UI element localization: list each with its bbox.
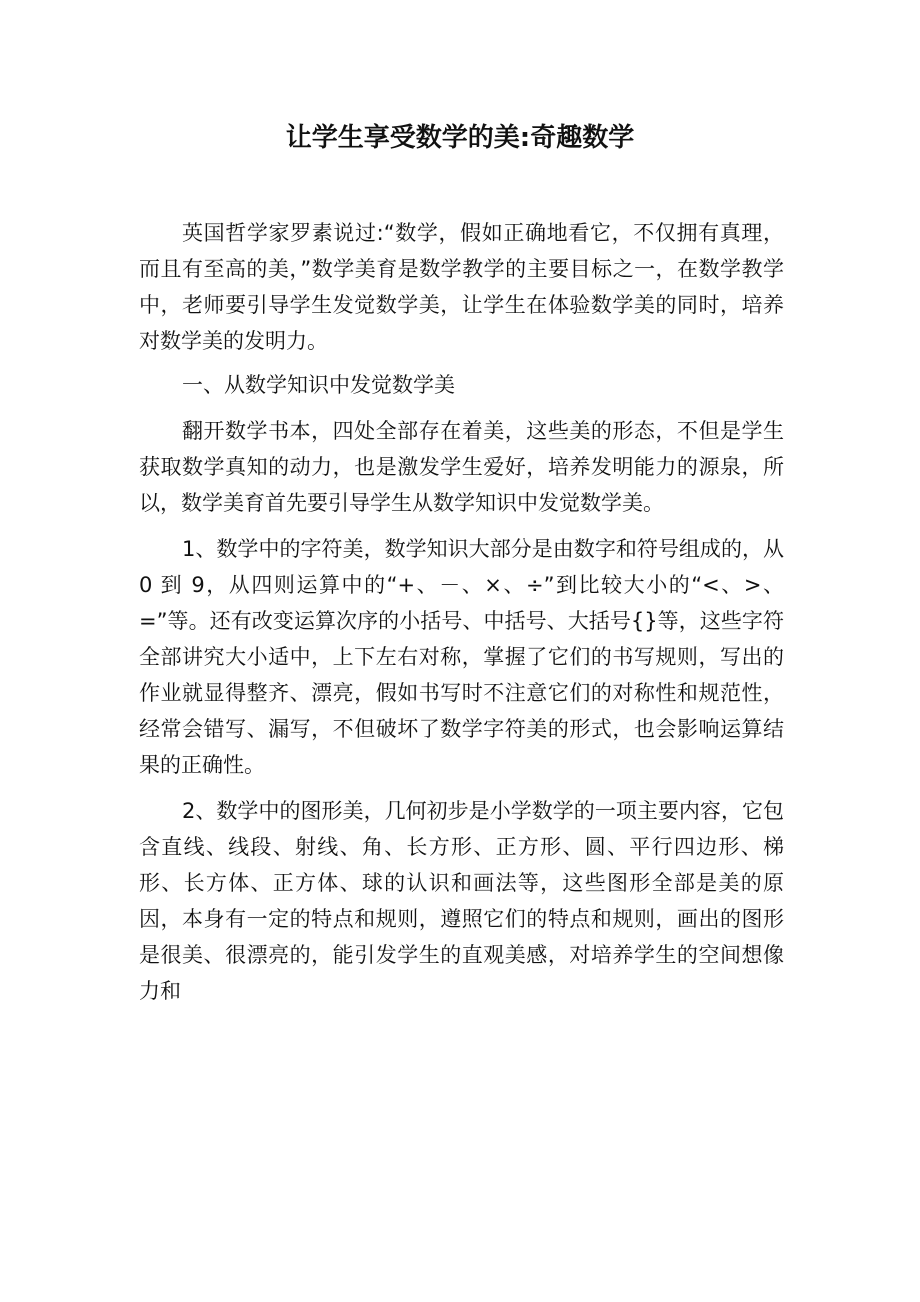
paragraph-section-intro: 翻开数学书本，四处全部存在着美，这些美的形态，不但是学生获取数学真知的动力，也是激发学生爱好，培养发明能力的源泉，所以，数学美育首先要引导学生从数学知识中发觉数学美。 xyxy=(139,419,784,515)
paragraph-symbol-beauty: 1、数学中的字符美，数学知识大部分是由数字和符号组成的，从 0 到 9，从四则运算中的“+、－、×、÷”到比较大小的“<、>、=”等。还有改变运算次序的小括号、中括号、大括号{}等，这些字符全部讲究大小适中，上下左右对称，掌握了它们的书写规则，写出的作业就显得整齐、漂亮，假如书写时不注意它们的对称性和规范性，经常会错写、漏写，不但破坏了数学字符美的形式，也会影响运算结果的正确性。 xyxy=(139,537,784,777)
document-title: 让学生享受数学的美:奇趣数学 xyxy=(285,123,635,153)
section-heading: 一、从数学知识中发觉数学美 xyxy=(182,373,455,397)
paragraph-shape-beauty: 2、数学中的图形美，几何初步是小学数学的一项主要内容，它包含直线、线段、射线、角、长方形、正方形、圆、平行四边形、梯形、长方体、正方体、球的认识和画法等，这些图形全部是美的原因，本身有一定的特点和规则，遵照它们的特点和规则，画出的图形是很美、很漂亮的，能引发学生的直观美感，对培养学生的空间想像力和 xyxy=(139,799,784,1003)
document-body xyxy=(139,215,784,1019)
paragraph-intro: 英国哲学家罗素说过:“数学，假如正确地看它，不仅拥有真理，而且有至高的美，”数学美育是数学教学的主要目标之一，在数学教学中，老师要引导学生发觉数学美，让学生在体验数学美的同时，培养对数学美的发明力。 xyxy=(139,221,784,353)
